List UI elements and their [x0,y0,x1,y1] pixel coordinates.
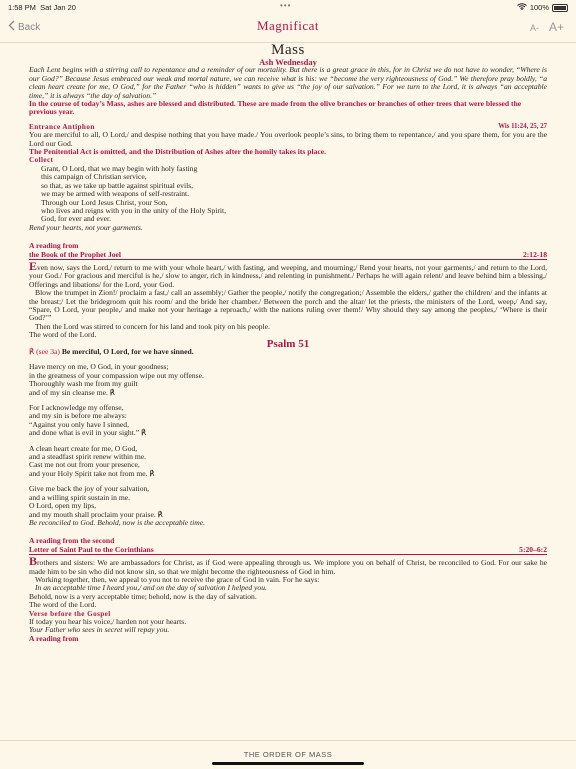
second-reading-quote: In an acceptable time I heard you,/ and on the day of salvation I helped you. [35,583,267,593]
second-reading-p1: Brothers and sisters: We are ambassadors for Christ, as if God were appealing through us. We implore you on behalf of Christ, be reconciled to God. For our sake he made him to be sin who did not know sin, so that we might become the righteousness of God in him. [29,554,547,576]
order-of-mass-button[interactable]: THE ORDER OF MASS [243,750,333,759]
verse-text: If today you hear his voice,/ harden not your hearts. [29,616,187,626]
second-reading-ref: 5:20–6:2 [519,544,547,554]
decrease-text-button[interactable]: A- [529,23,539,33]
collect-line: Grant, O Lord, that we may begin with holy fasting [41,163,198,173]
magnificat-logo: Magnificat [256,18,320,33]
collect-line: Through our Lord Jesus Christ, your Son, [41,197,168,207]
psalm-response: ℟ (see 3a) Be merciful, O Lord, for we have sinned. [29,347,194,356]
first-reading-line1: A reading from [29,241,79,251]
first-reading-line2: the Book of the Prophet Joel [29,249,122,259]
collect-line: we may be armed with weapons of self-restraint. [41,189,190,199]
home-indicator[interactable] [212,762,364,765]
psalm-stanza: Give me back the joy of your salvation, and a willing spirit sustain in me. O Lord, open my lips, and my mouth shall proclaim your praise. ℟ [29,484,163,519]
verse-heading: Verse before the Gospel [29,609,111,618]
collect-prayer [41,165,547,224]
entrance-antiphon-text: You are merciful to all, O Lord,/ and despise nothing that you have made./ You overlook people’s sins, to bring them to repentance,/ and you spare them, for you are the Lord our God. [29,130,547,148]
first-reading-ref: 2:12-18 [522,249,547,259]
drop-cap: E [29,258,38,273]
status-right [517,3,568,12]
battery-percent: 100% [529,3,549,12]
collect-heading: Collect [29,156,54,165]
collect-line: God, for ever and ever. [41,214,112,224]
first-reading-p2: Blow the trumpet in Zion!/ proclaim a fast,/ call an assembly;/ Gather the people,/ notify the congregation;/ Assemble the elders,/ gather the children/ and the infants at the breast;/ Let the bridegroom quit his room/ and the bride her chamber./ Between the porch and the altar/ let the priests, the ministers of the Lord, weep,/ And say, “Spare, O Lord, your people,/ and make not your heritage a reproach,/ with the nations ruling over them!/ Why should they say among the peoples,/ ‘Where is their God?’” [29,288,547,323]
second-reading-p2: Working together, then, we appeal to you not to receive the grace of God in vain. For he says: [35,574,320,584]
second-reading-end: The word of the Lord. [29,600,97,610]
collect-line: who lives and reigns with you in the unity of the Holy Spirit, [41,205,226,215]
text-size-controls [530,20,564,34]
battery-icon [552,4,568,12]
collect-line: so that, as we take up battle against spiritual evils, [41,180,194,190]
first-reading-p1: Even now, says the Lord,/ return to me with your whole heart,/ with fasting, and weeping, and mourning;/ Rend your hearts, not your garments,/ and return to the Lord, your God./ For gracious and merciful is he,/ slow to anger, rich in kindness,/ and relenting in punishment./ Perhaps he will again relent/ and leave behind him a blessing,/ Offerings and libations/ for the Lord, your God. [29,258,547,289]
second-reading-header [29,537,547,555]
penitential-note: The Penitential Act is omitted, and the Distribution of Ashes after the homily takes its place. [29,147,327,157]
intro-text: Each Lent begins with a stirring call to repentance and a reminder of our mortality. But there is a great grace in this, for in Christ we do not have to wonder, “Where is our God?” Because Jesus embraced our weak and mortal nature, we can receive what is his: we “become the very righteousness of God.” We therefore pray boldly, “a clean heart create for me, O God,” for the Father “who is hidden” wants to give us “the joy of our salvation.” For we turn to the Lord, it is always “an acceptable time,” it is always “the day of salvation.” [29,65,547,100]
psalm-stanza: A clean heart create for me, O God, and a steadfast spirit renew within me. Cast me not out from your presence, and your Holy Spirit take not from me. ℟ [29,443,155,478]
status-bar [0,0,576,14]
entrance-antiphon-ref: Wis 11:24, 25, 27 [498,122,547,130]
collect-line: this campaign of Christian service, [41,172,147,182]
second-reading-line2: Letter of Saint Paul to the Corinthians [29,544,154,554]
gospel-heading: A reading from [29,633,79,643]
psalm-title: Psalm 51 [266,337,310,350]
ashes-note: In the course of today’s Mass, ashes are blessed and distributed. These are made from the olive branches or branches of other trees that were blessed the previous year. [29,99,522,117]
collect-rubric: Rend your hearts, not your garments. [29,222,143,232]
wifi-icon [517,3,527,12]
second-reading-line1: A reading from the second [29,536,115,546]
increase-text-button[interactable]: A+ [548,20,564,34]
back-label: Back [18,21,41,33]
verse-rubric: Your Father who sees in secret will repay you. [29,625,170,635]
drop-cap: B [29,554,38,569]
second-reading-p3: Behold, now is a very acceptable time; behold, now is the day of salvation. [29,591,257,601]
psalm-rubric: Be reconciled to God. Behold, now is the acceptable time. [29,517,206,527]
nav-bar [0,14,576,43]
page-title: Mass [271,42,305,58]
status-time: 1:58 PM Sat Jan 20 [8,3,76,12]
psalm-stanza: For I acknowledge my offense, and my sin is before me always: “Against you only have I sinned, and done what is evil in your sight.” ℟ [29,403,147,438]
first-reading-end: The word of the Lord. [29,330,97,340]
multitask-dots[interactable]: ••• [280,1,292,10]
page-subtitle: Ash Wednesday [259,57,317,67]
first-reading-p3: Then the Lord was stirred to concern for his land and took pity on his people. [35,321,270,331]
reading-content[interactable] [29,42,547,740]
entrance-antiphon-heading: Entrance Antiphon [29,122,95,131]
psalm-stanza: Have mercy on me, O God, in your goodness; in the greatness of your compassion wipe out my offense. Thoroughly wash me from my guilt and of my sin cleanse me. ℟ [29,362,204,397]
first-reading-header [29,242,547,260]
